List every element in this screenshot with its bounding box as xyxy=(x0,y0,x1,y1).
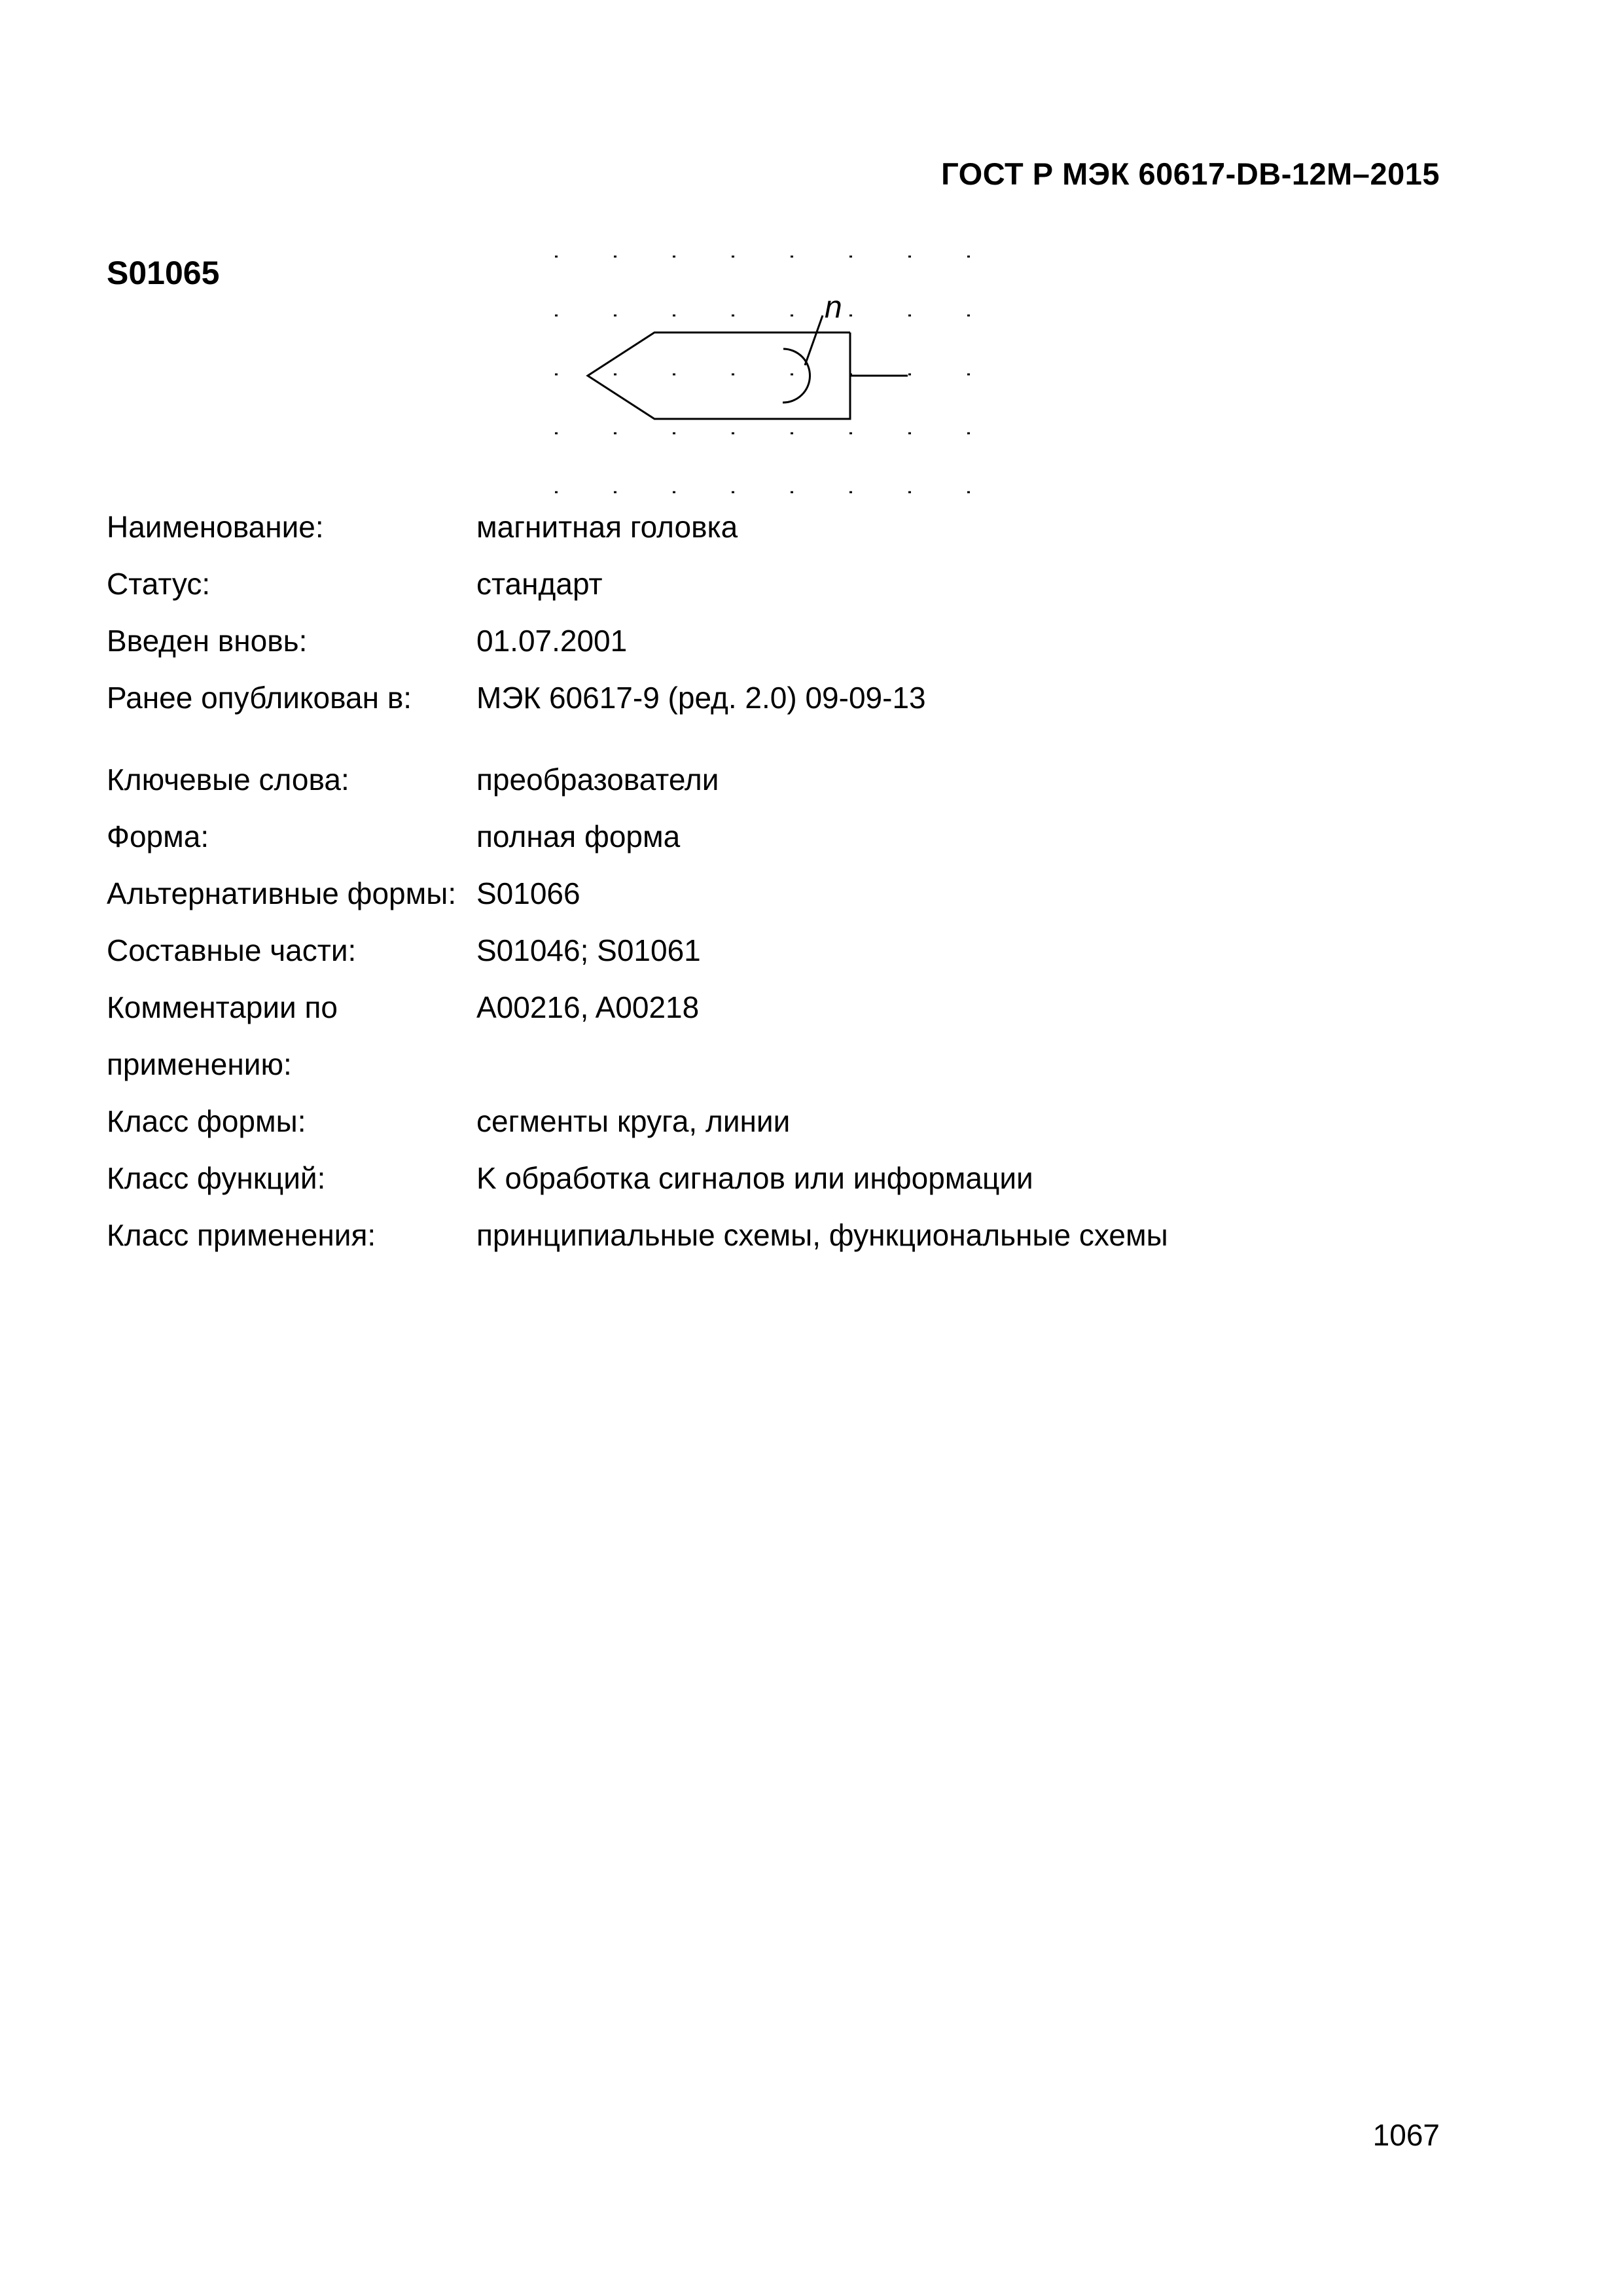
property-label: Класс формы: xyxy=(107,1104,306,1138)
property-row-form xyxy=(107,808,1416,865)
grid-dot xyxy=(791,492,793,493)
grid-dot xyxy=(849,315,852,317)
grid-dot xyxy=(673,256,675,258)
property-label: Статус: xyxy=(107,567,211,601)
grid-dot xyxy=(967,492,970,493)
grid-dot xyxy=(555,256,558,258)
grid-dot xyxy=(614,433,616,435)
page-number: 1067 xyxy=(1372,2118,1440,2152)
grid-dot xyxy=(555,433,558,435)
property-row-shape-class xyxy=(107,1093,1416,1150)
grid-dot xyxy=(967,256,970,258)
grid-dot xyxy=(849,433,852,435)
grid-dot xyxy=(614,315,616,317)
grid-dot xyxy=(732,256,734,258)
property-value: S01046; S01061 xyxy=(476,933,701,967)
property-value: K обработка сигналов или информации xyxy=(476,1161,1033,1195)
annotation-n-label: n xyxy=(825,290,842,325)
property-value: A00216, A00218 xyxy=(476,990,700,1024)
grid-dot xyxy=(673,492,675,493)
property-row-application-notes xyxy=(107,979,1416,1093)
grid-dot xyxy=(791,256,793,258)
property-value: S01066 xyxy=(476,876,580,910)
property-label: Класс применения: xyxy=(107,1218,376,1252)
grid-dot xyxy=(791,374,793,376)
grid-dot xyxy=(732,492,734,493)
property-row-published-in xyxy=(107,670,1416,726)
grid-dot xyxy=(555,492,558,493)
property-list xyxy=(107,499,1416,1264)
grid-dot xyxy=(673,374,675,376)
property-value: принципиальные схемы, функциональные схемы xyxy=(476,1218,1168,1252)
property-label: Ранее опубликован в: xyxy=(107,681,412,715)
property-row-alternative-forms xyxy=(107,865,1416,922)
property-row-function-class xyxy=(107,1150,1416,1207)
grid-dot xyxy=(614,492,616,493)
property-value: преобразователи xyxy=(476,762,719,797)
property-row-keywords xyxy=(107,751,1416,808)
grid-dot xyxy=(732,374,734,376)
grid-dot xyxy=(614,374,616,376)
property-label: Составные части: xyxy=(107,933,357,967)
property-label: Введен вновь: xyxy=(107,624,308,658)
symbol-id: S01065 xyxy=(107,255,220,291)
property-label: Комментарии по применению: xyxy=(107,990,338,1081)
grid-dot xyxy=(849,492,852,493)
grid-dot xyxy=(908,374,911,376)
grid-dot xyxy=(555,315,558,317)
document-code: ГОСТ Р МЭК 60617-DB-12M–2015 xyxy=(941,156,1440,191)
grid-dot xyxy=(967,315,970,317)
property-row-application-class xyxy=(107,1207,1416,1264)
grid-dot xyxy=(555,374,558,376)
grid-dot xyxy=(732,433,734,435)
property-label: Ключевые слова: xyxy=(107,762,349,797)
property-value: сегменты круга, линии xyxy=(476,1104,791,1138)
property-value: магнитная головка xyxy=(476,510,738,544)
property-label: Альтернативные формы: xyxy=(107,876,457,910)
grid-dot xyxy=(791,315,793,317)
property-row-status xyxy=(107,556,1416,613)
property-label: Наименование: xyxy=(107,510,324,544)
grid-dot xyxy=(732,315,734,317)
property-value: 01.07.2001 xyxy=(476,624,628,658)
grid-dots xyxy=(555,256,970,493)
property-label: Форма: xyxy=(107,819,209,853)
grid-dot xyxy=(967,374,970,376)
grid-dot xyxy=(791,433,793,435)
symbol-figure xyxy=(537,242,995,497)
property-row-name xyxy=(107,499,1416,556)
property-value: стандарт xyxy=(476,567,603,601)
magnetic-head-symbol xyxy=(588,315,908,419)
property-row-components xyxy=(107,922,1416,979)
grid-dot xyxy=(614,256,616,258)
property-value: полная форма xyxy=(476,819,681,853)
property-value: МЭК 60617-9 (ред. 2.0) 09-09-13 xyxy=(476,681,926,715)
grid-dot xyxy=(908,256,911,258)
property-row-introduced xyxy=(107,613,1416,670)
annotation-leader-line xyxy=(805,315,823,365)
grid-dot xyxy=(908,315,911,317)
grid-dot xyxy=(908,433,911,435)
grid-dot xyxy=(849,256,852,258)
grid-dot xyxy=(967,433,970,435)
property-label: Класс функций: xyxy=(107,1161,326,1195)
head-arc-segment xyxy=(783,349,810,403)
grid-dot xyxy=(673,315,675,317)
grid-dot xyxy=(908,492,911,493)
grid-dot xyxy=(673,433,675,435)
